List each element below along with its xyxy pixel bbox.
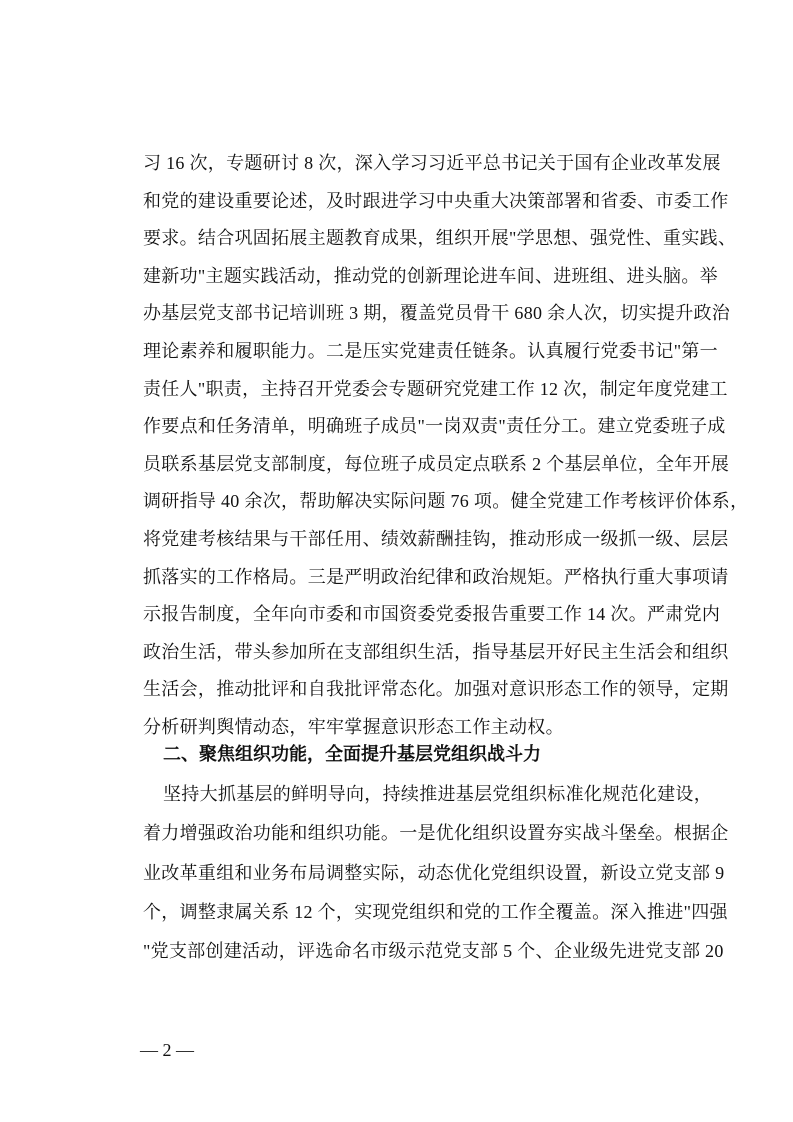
text-line: 和党的建设重要论述，及时跟进学习中央重大决策部署和省委、市委工作 (143, 190, 729, 211)
text-line: 理论素养和履职能力。二是压实党建责任链条。认真履行党委书记"第一 (143, 341, 718, 361)
section-heading: 二、聚焦组织功能，全面提升基层党组织战斗力 (163, 744, 541, 765)
text-line: 将党建考核结果与干部任用、绩效薪酬挂钩，推动形成一级抓一级、层层 (143, 529, 729, 549)
text-line: 作要点和任务清单，明确班子成员"一岗双责"责任分工。建立党委班子成 (143, 416, 726, 437)
text-line: 分析研判舆情动态，牢牢掌握意识形态工作主动权。 (143, 717, 564, 737)
text-line: 示报告制度，全年向市委和市国资委党委报告重要工作 14 次。严肃党内 (143, 604, 721, 625)
text-line: 业改革重组和业务布局调整实际，动态优化党组织设置，新设立党支部 9 (143, 862, 725, 883)
text-line: 政治生活，带头参加所在支部组织生活，指导基层开好民主生活会和组织 (143, 641, 729, 662)
text-line: 员联系基层党支部制度，每位班子成员定点联系 2 个基层单位，全年开展 (143, 453, 730, 474)
text-line: 坚持大抓基层的鲜明导向，持续推进基层党组织标准化规范化建设， (163, 784, 712, 804)
text-line: 办基层党支部书记培训班 3 期，覆盖党员骨干 680 余人次，切实提升政治 (143, 303, 731, 324)
page-number: — 2 — (140, 1040, 194, 1060)
text-line: 生活会，推动批评和自我批评常态化。加强对意识形态工作的领导，定期 (143, 679, 729, 700)
text-line: 建新功"主题实践活动，推动党的创新理论进车间、进班组、进头脑。举 (143, 265, 718, 286)
text-line: 抓落实的工作格局。三是严明政治纪律和政治规矩。严格执行重大事项请 (143, 566, 729, 587)
text-line: 调研指导 40 余次，帮助解决实际问题 76 项。健全党建工作考核评价体系， (143, 491, 749, 512)
text-line: 责任人"职责，主持召开党委会专题研究党建工作 12 次，制定年度党建工 (143, 378, 728, 399)
text-line: 个，调整隶属关系 12 个，实现党组织和党的工作全覆盖。深入推进"四强 (143, 901, 728, 922)
text-line: 着力增强政治功能和组织功能。一是优化组织设置夯实战斗堡垒。根据企 (143, 823, 729, 844)
text-line: "党支部创建活动，评选命名市级示范党支部 5 个、企业级先进党支部 20 (143, 941, 724, 962)
text-line: 习 16 次，专题研讨 8 次，深入学习习近平总书记关于国有企业改革发展 (143, 153, 721, 173)
text-line: 要求。结合巩固拓展主题教育成果，组织开展"学思想、强党性、重实践、 (143, 228, 737, 249)
